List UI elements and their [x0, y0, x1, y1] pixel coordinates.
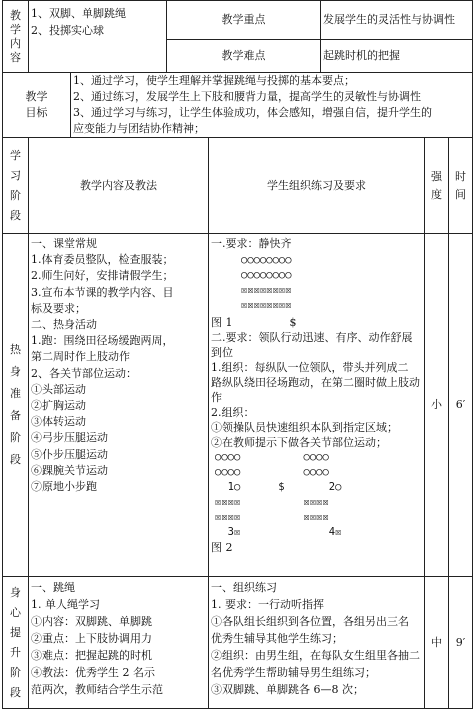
difficulty-label: 教学难点: [167, 40, 321, 73]
organization-column-header: 学生组织练习及要求: [209, 138, 425, 234]
content-label: 教 学 内 容: [3, 1, 29, 73]
warmup-time: 6′: [449, 234, 473, 577]
lesson-plan-table: [2, 0, 473, 709]
key-point-label: 教学重点: [167, 1, 321, 40]
improve-intensity: 中: [425, 577, 449, 709]
warmup-stage-label: 热 身 准 备 阶 段: [3, 234, 29, 577]
goals-text: 1、通过学习，使学生理解并掌握跳绳与投掷的基本要点； 2、通过练习，发展学生上下肢和腰背力量，提高学生的灵敏性与协调性 3、通过学习与练习，让学生体验成功，体会感知，增强自信，提升学生的 应变能力与团结协作精神；: [71, 73, 473, 138]
method-column-header: 教学内容及教法: [29, 138, 209, 234]
time-column-header: 时 间: [449, 138, 473, 234]
improve-time: 9′: [449, 577, 473, 709]
goals-label: 教学 目标: [3, 73, 71, 138]
warmup-method: 一、课堂常规 1.体育委员整队，检查服装； 2.师生问好，安排请假学生； 3.宣布本节课的教学内容、目 标及要求； 二、热身活动 1.跑：围绕田径场缓跑两周， 第二周时作上肢动作 2、各关节部位运动： ①头部运动 ②扩胸运动 ③体转运动 ④弓步压腿运动 ⑤仆步压腿运动 ⑥踝腕关节运动 ⑦原地小步跑: [29, 234, 209, 577]
figure-1-caption: 图 1 $: [211, 316, 297, 329]
improve-stage-label: 身 心 提 升 阶 段: [3, 577, 29, 709]
key-point-value: 发展学生的灵活性与协调性: [321, 1, 473, 40]
stage-column-header: 学 习 阶 段: [3, 138, 29, 234]
formation-figure-2: ○○○○ ○○○○ ○○○○ ○○○○ 1○ $ 2○ ☒☒☒☒ ☒☒☒☒ ☒☒☒☒ ☒☒☒☒ 3☒ 4☒: [215, 451, 342, 538]
key-point-row: [3, 1, 473, 40]
goals-row: [3, 73, 473, 138]
column-header-row: [3, 138, 473, 234]
figure-2-caption: 图 2: [211, 541, 233, 554]
teacher-symbol: $: [289, 316, 297, 329]
warmup-stage-row: [3, 234, 473, 577]
improve-organization: 一、组织练习 1. 要求：一行动听指挥 ①各队组长组织到各位置，各组另出三名 优秀生辅导其他学生练习； ②组织：由男生组，在每队女生组里各抽二 名优秀学生帮助辅导男生组练习； ③双脚跳、单脚跳各 6—8 次；: [209, 577, 425, 709]
content-items: 1、双脚、单脚跳绳 2、投掷实心球: [29, 1, 167, 73]
difficulty-value: 起跳时机的把握: [321, 40, 473, 73]
formation-figure-1: ○○○○○○○○ ○○○○○○○○ ☒☒☒☒☒☒☒☒ ☒☒☒☒☒☒☒☒: [241, 254, 292, 311]
warmup-intensity: 小: [425, 234, 449, 577]
intensity-column-header: 强 度: [425, 138, 449, 234]
warmup-organization: 一.要求：静快齐 ○○○○○○○○ ○○○○○○○○ ☒☒☒☒☒☒☒☒ ☒☒☒☒☒☒☒☒ 图 1 $ 二.要求：领队行动迅速、有序、动作舒展 到位 1.组织：每纵队一位领队，带头并列成二 路纵队绕田径场跑动，在第二圈时做上肢动 作 2.组织： ①领操队员快速组织本队到指定区域； ②在教师提示下做各关节部位运动； ○○○○ ○○○○ ○○○○ ○○○○ 1○ $ 2○ ☒☒☒☒ ☒☒☒☒ ☒☒☒☒ ☒☒☒☒ 3☒ 4☒ 图 2: [209, 234, 425, 577]
improve-stage-row: [3, 577, 473, 709]
improve-method: 一、跳绳 1. 单人绳学习 ①内容：双脚跳、单脚跳 ②重点：上下肢协调用力 ③难点：把握起跳的时机 ④教法：优秀学生 2 名示 范两次，教师结合学生示范: [29, 577, 209, 709]
